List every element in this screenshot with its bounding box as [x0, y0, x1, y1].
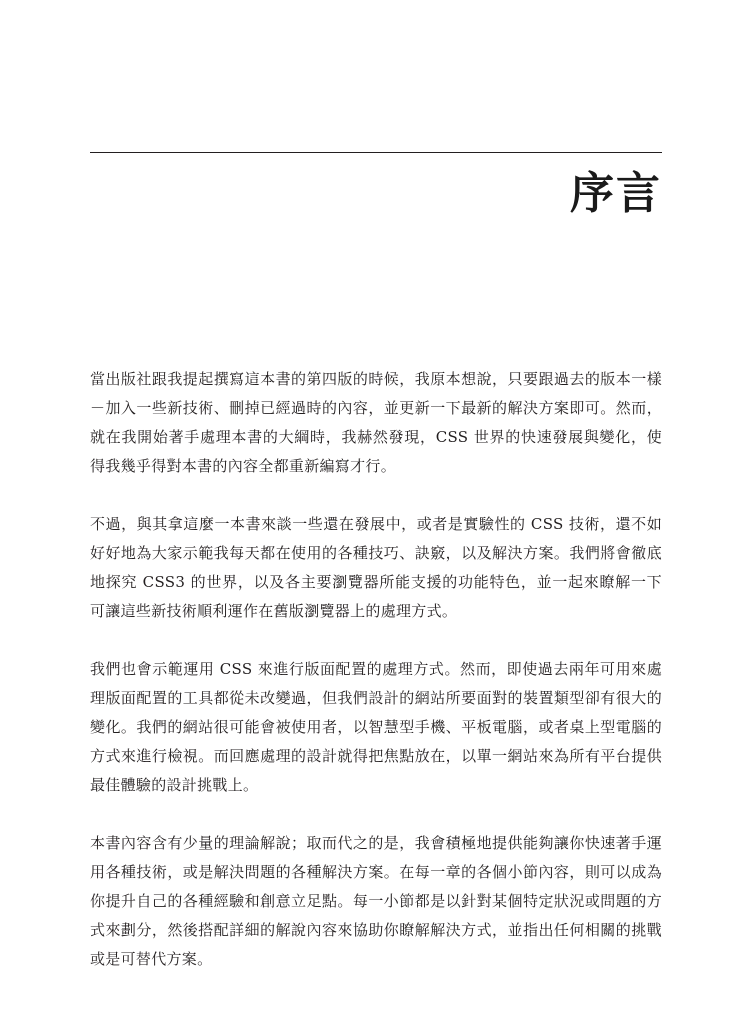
paragraph-4: 本書內容含有少量的理論解說；取而代之的是，我會積極地提供能夠讓你快速著手運用各種技術，或是解決問題的各種解決方案。在每一章的各個小節內容，則可以成為你提升自己的各種經驗和創意立足點。每一小節都是以針對某個特定狀況或問題的方式來劃分，然後搭配詳細的解說內容來協助你瞭解解決方式，並指出任何相關的挑戰或是可替代方案。	[90, 834, 662, 968]
chapter-title: 序言	[570, 168, 662, 219]
body-text	[90, 365, 662, 1003]
chapter-rule	[90, 152, 662, 153]
paragraph-1: 當出版社跟我提起撰寫這本書的第四版的時候，我原本想說，只要跟過去的版本一樣－加入一些新技術、刪掉已經過時的內容，並更新一下最新的解決方案即可。然而，就在我開始著手處理本書的大綱時，我赫然發現，CSS 世界的快速發展與變化，使得我幾乎得對本書的內容全都重新編寫才行。	[90, 370, 662, 475]
paragraph-3: 我們也會示範運用 CSS 來進行版面配置的處理方式。然而，即使過去兩年可用來處理版面配置的工具都從未改變過，但我們設計的網站所要面對的裝置類型卻有很大的變化。我們的網站很可能會被使用者，以智慧型手機、平板電腦，或者桌上型電腦的方式來進行檢視。而回應處理的設計就得把焦點放在，以單一網站來為所有平台提供最佳體驗的設計挑戰上。	[90, 660, 662, 794]
paragraph-2: 不過，與其拿這麼一本書來談一些還在發展中，或者是實驗性的 CSS 技術，還不如好好地為大家示範我每天都在使用的各種技巧、訣竅，以及解決方案。我們將會徹底地探究 CSS3 的世界，以及各主要瀏覽器所能支援的功能特色，並一起來瞭解一下可讓這些新技術順利運作在舊版瀏覽器上的處理方式。	[90, 515, 662, 620]
